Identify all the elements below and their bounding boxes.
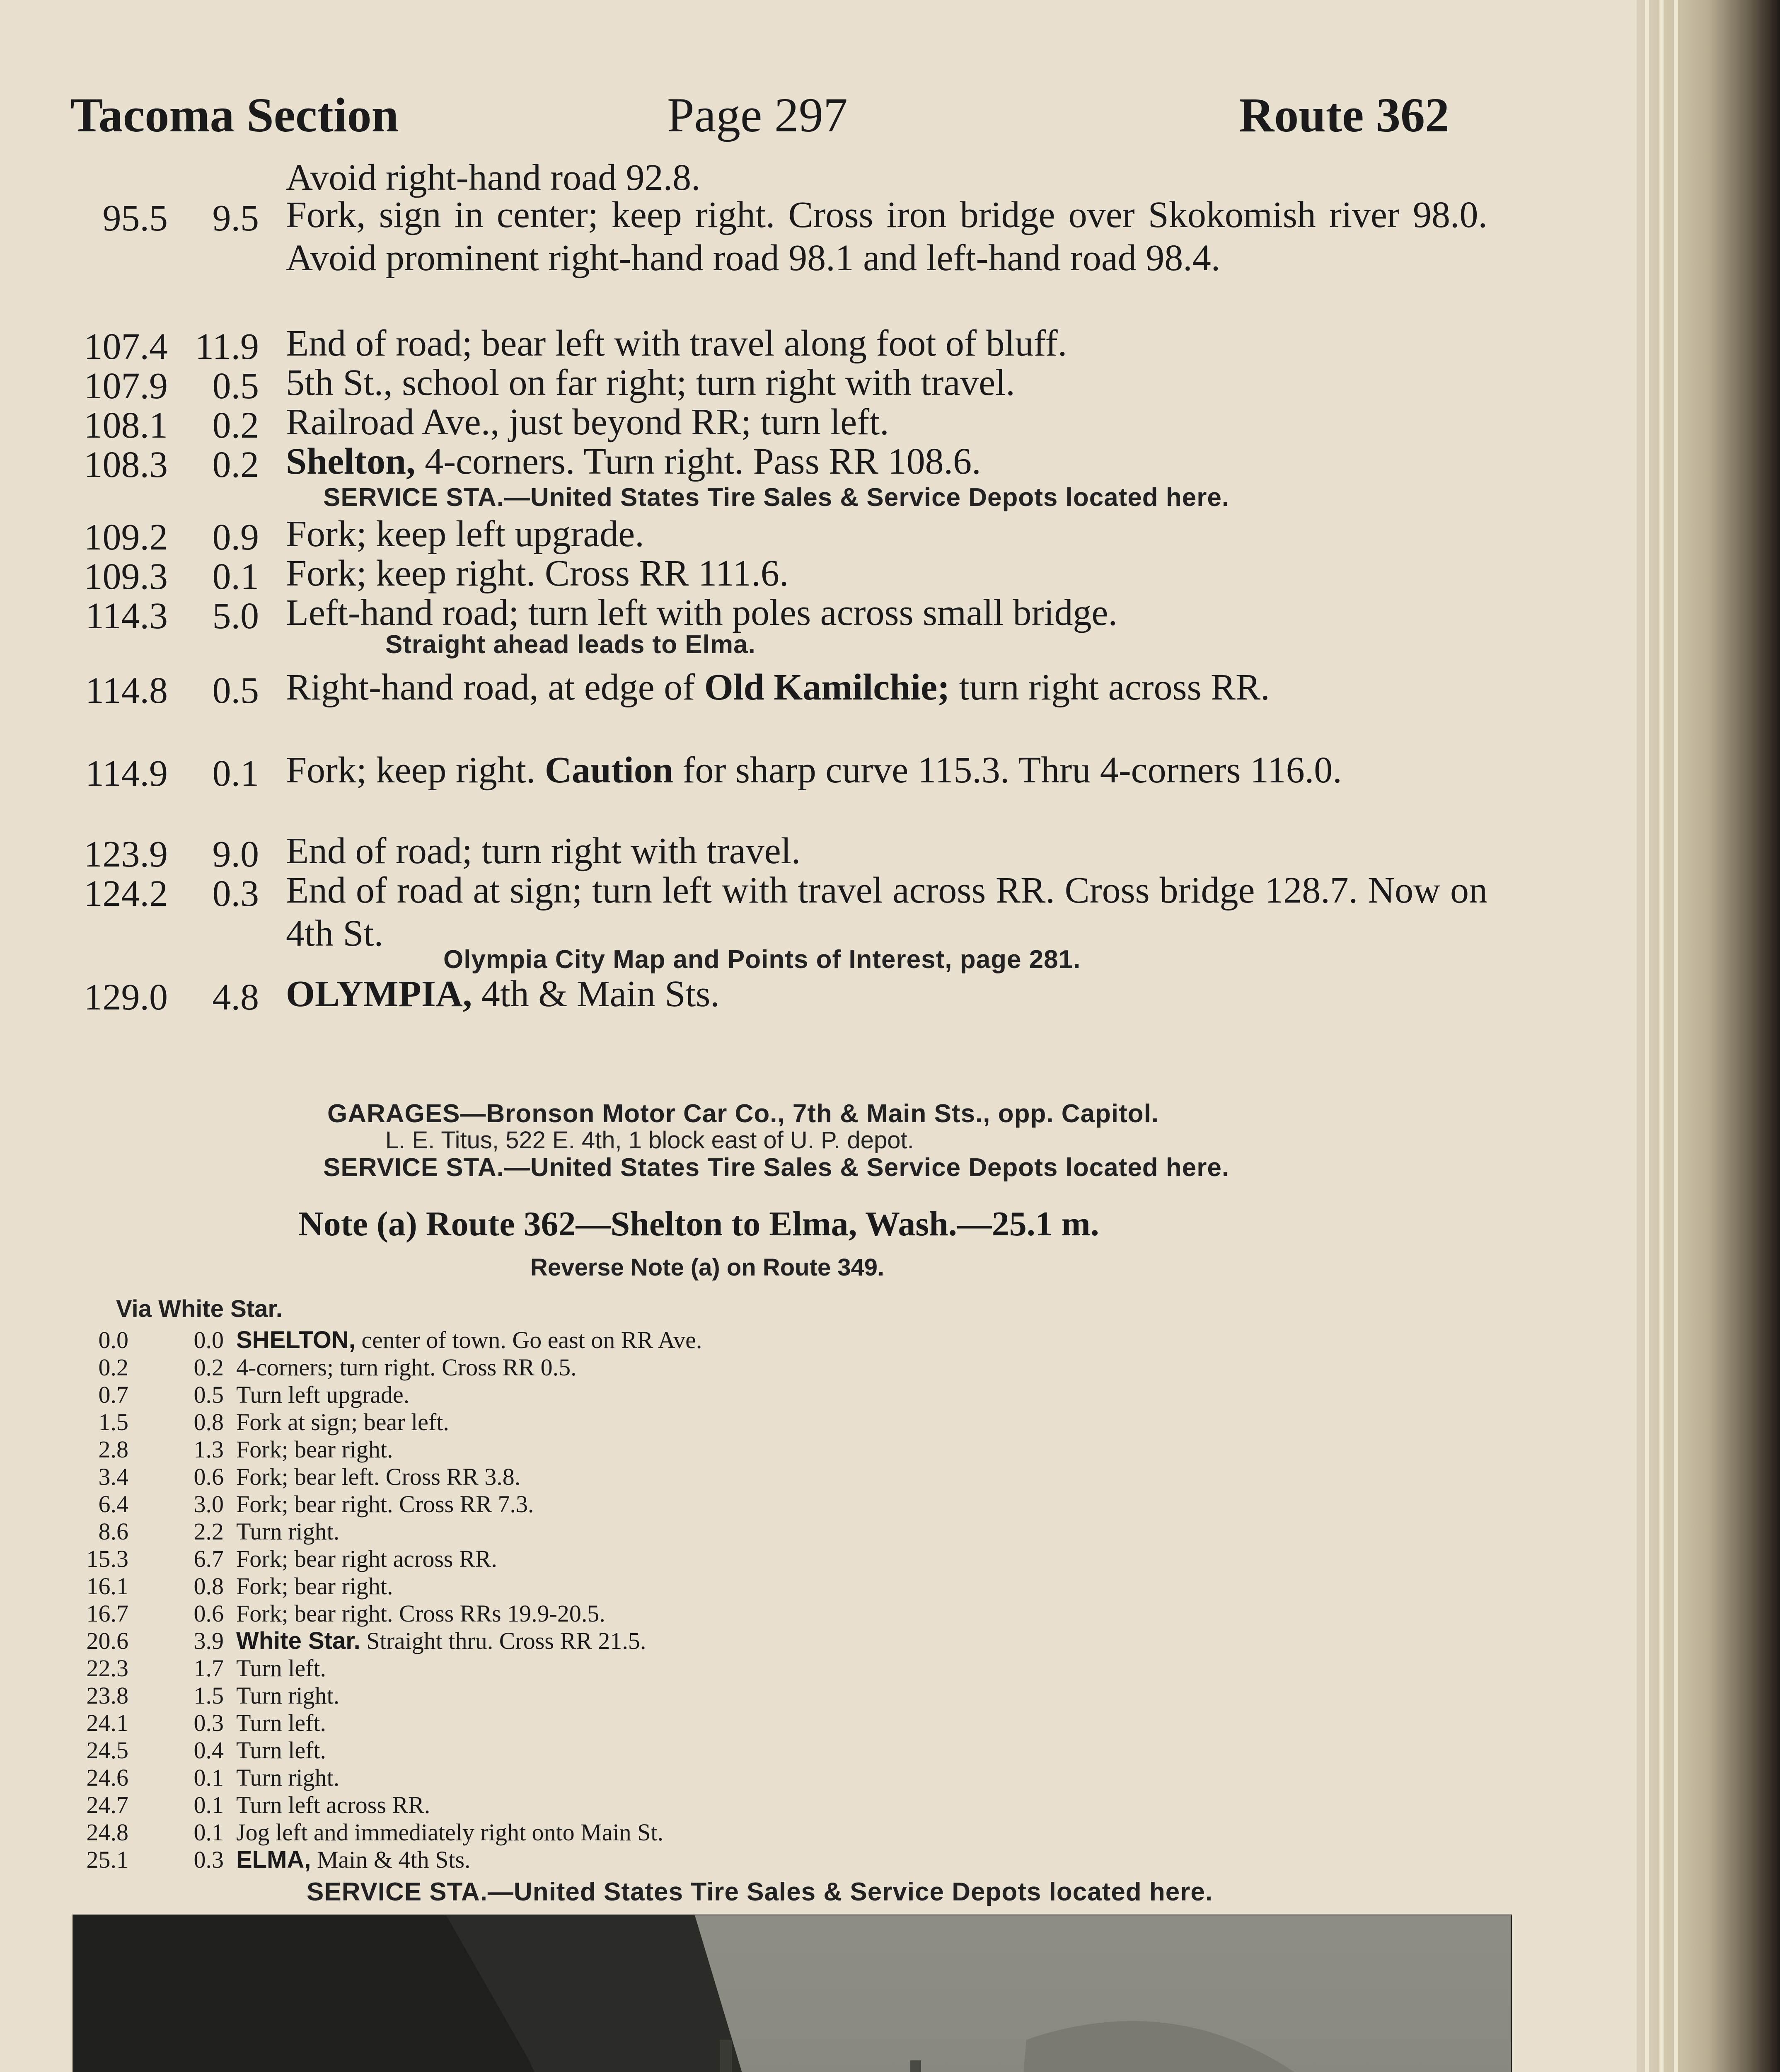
route-instruction <box>286 869 1487 955</box>
interval-mileage: 0.1 <box>193 1819 224 1846</box>
instruction-text: Jog left and immediately right onto Main St. <box>236 1819 663 1846</box>
instruction-text: End of road; turn right with travel. <box>286 830 801 871</box>
note-instruction <box>236 1627 646 1655</box>
garages-line: L. E. Titus, 522 E. 4th, 1 block east of U. P. depot. <box>385 1127 914 1154</box>
note-instruction <box>236 1818 663 1846</box>
total-mileage: 0.2 <box>98 1354 128 1381</box>
instruction-text: Turn left across RR. <box>236 1791 430 1818</box>
route-instruction <box>286 156 1487 199</box>
place-name: SHELTON, <box>236 1326 356 1353</box>
place-name: White Star. <box>236 1627 360 1654</box>
note-instruction <box>236 1435 393 1463</box>
total-mileage: 24.7 <box>86 1791 128 1818</box>
instruction-text: Avoid right-hand road 92.8. <box>286 157 701 198</box>
instruction-text: 4-corners; turn right. Cross RR 0.5. <box>236 1354 577 1381</box>
interval-mileage: 0.3 <box>193 1846 224 1873</box>
total-mileage: 0.0 <box>98 1326 128 1353</box>
note-instruction <box>236 1326 702 1354</box>
interval-mileage: 0.8 <box>193 1573 224 1600</box>
total-mileage: 129.0 <box>84 977 168 1018</box>
service-station-line: SERVICE STA.—United States Tire Sales & Service Depots located here. <box>323 1153 1230 1182</box>
interval-mileage: 0.1 <box>212 556 259 597</box>
route-instruction <box>286 401 1487 444</box>
note-instruction <box>236 1764 339 1791</box>
interval-mileage: 0.2 <box>212 444 259 485</box>
total-mileage: 124.2 <box>84 873 168 914</box>
total-mileage: 24.8 <box>86 1819 128 1846</box>
garages-line: GARAGES—Bronson Motor Car Co., 7th & Main Sts., opp. Capitol. <box>327 1099 1159 1128</box>
total-mileage: 15.3 <box>86 1545 128 1572</box>
instruction-text: Turn right. <box>236 1764 340 1791</box>
instruction-text: 5th St., school on far right; turn right with travel. <box>286 362 1015 403</box>
instruction-text: Fork; keep right. Cross RR 111.6. <box>286 553 789 594</box>
place-name: Old Kamilchie; <box>704 667 950 708</box>
total-mileage: 109.2 <box>84 517 168 558</box>
instruction-text: Railroad Ave., just beyond RR; turn left. <box>286 402 889 443</box>
instruction-text: Turn left. <box>236 1655 326 1682</box>
route-instruction <box>286 322 1487 365</box>
route-note: SERVICE STA.—United States Tire Sales & Service Depots located here. <box>323 483 1230 512</box>
route-note: Straight ahead leads to Elma. <box>385 630 756 659</box>
page-number: Page 297 <box>667 88 848 142</box>
total-mileage: 25.1 <box>86 1846 128 1873</box>
interval-mileage: 5.0 <box>212 595 259 637</box>
total-mileage: 95.5 <box>102 198 168 239</box>
interval-mileage: 0.5 <box>212 366 259 407</box>
route-instruction <box>286 591 1487 634</box>
interval-mileage: 0.3 <box>212 873 259 914</box>
interval-mileage: 0.6 <box>193 1463 224 1490</box>
route-note: Olympia City Map and Points of Interest, page 281. <box>443 945 1081 974</box>
instruction-text: for sharp curve 115.3. Thru 4-corners 116.0. <box>673 750 1342 791</box>
instruction-text: 4th & Main Sts. <box>472 973 720 1014</box>
instruction-text: Turn left. <box>236 1709 326 1736</box>
instruction-text: Right-hand road, at edge of <box>286 667 704 708</box>
total-mileage: 123.9 <box>84 834 168 875</box>
instruction-text: Main & 4th Sts. <box>311 1846 471 1873</box>
interval-mileage: 0.3 <box>193 1709 224 1736</box>
interval-mileage: 0.2 <box>193 1354 224 1381</box>
interval-mileage: 0.6 <box>193 1600 224 1627</box>
place-name: ELMA, <box>236 1846 311 1873</box>
note-instruction <box>236 1654 326 1682</box>
note-instruction <box>236 1791 430 1819</box>
instruction-text: Fork; keep right. <box>286 750 545 791</box>
interval-mileage: 11.9 <box>195 326 259 367</box>
place-name: OLYMPIA, <box>286 973 472 1014</box>
interval-mileage: 0.1 <box>193 1764 224 1791</box>
total-mileage: 114.3 <box>85 595 168 637</box>
book-page-edges <box>1637 0 1780 2072</box>
interval-mileage: 3.0 <box>193 1491 224 1518</box>
total-mileage: 16.7 <box>86 1600 128 1627</box>
interval-mileage: 0.2 <box>212 405 259 446</box>
instruction-text: Fork; bear right. <box>236 1436 393 1463</box>
note-instruction <box>236 1709 326 1737</box>
note-instruction <box>236 1518 339 1545</box>
instruction-text: Turn left upgrade. <box>236 1381 410 1408</box>
total-mileage: 0.7 <box>98 1381 128 1408</box>
total-mileage: 109.3 <box>84 556 168 597</box>
interval-mileage: 0.8 <box>193 1409 224 1435</box>
route-instruction <box>286 830 1487 873</box>
interval-mileage: 0.0 <box>193 1326 224 1353</box>
total-mileage: 107.9 <box>84 366 168 407</box>
instruction-text: Turn right. <box>236 1682 340 1709</box>
interval-mileage: 0.9 <box>212 517 259 558</box>
instruction-text: Fork; bear right. Cross RR 7.3. <box>236 1491 534 1518</box>
interval-mileage: 1.7 <box>193 1655 224 1682</box>
note-instruction <box>236 1463 520 1491</box>
note-instruction <box>236 1545 497 1573</box>
interval-mileage: 0.5 <box>193 1381 224 1408</box>
total-mileage: 8.6 <box>98 1518 128 1545</box>
note-instruction <box>236 1736 326 1764</box>
route-instruction <box>286 552 1487 595</box>
note-title: Note (a) Route 362—Shelton to Elma, Wash.—25.1 m. <box>298 1205 1099 1243</box>
note-instruction <box>236 1846 471 1874</box>
note-instruction <box>236 1600 605 1627</box>
instruction-text: Fork; bear right across RR. <box>236 1545 497 1572</box>
route-instruction <box>286 440 1487 483</box>
route-instruction <box>286 361 1487 404</box>
total-mileage: 20.6 <box>86 1627 128 1654</box>
total-mileage: 108.3 <box>84 444 168 485</box>
instruction-text: End of road; bear left with travel along foot of bluff. <box>286 323 1067 364</box>
interval-mileage: 1.5 <box>193 1682 224 1709</box>
total-mileage: 114.9 <box>85 753 168 794</box>
total-mileage: 6.4 <box>98 1491 128 1518</box>
total-mileage: 24.5 <box>86 1737 128 1764</box>
interval-mileage: 2.2 <box>193 1518 224 1545</box>
route-instruction <box>286 666 1487 709</box>
interval-mileage: 0.1 <box>193 1791 224 1818</box>
total-mileage: 24.1 <box>86 1709 128 1736</box>
interval-mileage: 3.9 <box>193 1627 224 1654</box>
note-instruction <box>236 1381 409 1409</box>
note-instruction <box>236 1408 449 1436</box>
interval-mileage: 9.5 <box>212 198 259 239</box>
place-name: Caution <box>544 750 673 791</box>
total-mileage: 107.4 <box>84 326 168 367</box>
route-number: Route 362 <box>1239 88 1450 142</box>
route-instruction <box>286 973 1487 1016</box>
total-mileage: 108.1 <box>84 405 168 446</box>
interval-mileage: 4.8 <box>212 977 259 1018</box>
total-mileage: 3.4 <box>98 1463 128 1490</box>
total-mileage: 22.3 <box>86 1655 128 1682</box>
instruction-text: center of town. Go east on RR Ave. <box>355 1326 702 1353</box>
page-edge <box>1674 0 1678 2072</box>
interval-mileage: 6.7 <box>193 1545 224 1572</box>
total-mileage: 1.5 <box>98 1409 128 1435</box>
interval-mileage: 0.1 <box>212 753 259 794</box>
instruction-text: Fork at sign; bear left. <box>236 1409 449 1435</box>
total-mileage: 23.8 <box>86 1682 128 1709</box>
place-name: Shelton, <box>286 441 416 482</box>
route-instruction <box>286 749 1487 792</box>
instruction-text: Fork, sign in center; keep right. Cross iron bridge over Skokomish river 98.0. Avoid prominent right-hand road 98.1 and left-hand road 98.4. <box>286 194 1487 278</box>
instruction-text: 4-corners. Turn right. Pass RR 108.6. <box>415 441 981 482</box>
note-instruction <box>236 1572 393 1600</box>
page-edge <box>1645 0 1649 2072</box>
note-instruction <box>236 1682 339 1709</box>
total-mileage: 2.8 <box>98 1436 128 1463</box>
note-instruction <box>236 1490 534 1518</box>
interval-mileage: 0.4 <box>193 1737 224 1764</box>
instruction-text: Turn right. <box>236 1518 340 1545</box>
instruction-text: Fork; bear right. <box>236 1573 393 1600</box>
instruction-text: Fork; bear left. Cross RR 3.8. <box>236 1463 521 1490</box>
instruction-text: End of road at sign; turn left with travel across RR. Cross bridge 128.7. Now on 4th St. <box>286 870 1487 954</box>
total-mileage: 24.6 <box>86 1764 128 1791</box>
instruction-text: Turn left. <box>236 1737 326 1764</box>
forest-road-photo <box>73 1915 1512 2072</box>
interval-mileage: 9.0 <box>212 834 259 875</box>
note-instruction <box>236 1353 577 1381</box>
interval-mileage: 0.5 <box>212 670 259 711</box>
interval-mileage: 1.3 <box>193 1436 224 1463</box>
page-edge <box>1659 0 1664 2072</box>
total-mileage: 114.8 <box>85 670 168 711</box>
total-mileage: 16.1 <box>86 1573 128 1600</box>
service-station-line: SERVICE STA.—United States Tire Sales & Service Depots located here. <box>307 1878 1213 1906</box>
instruction-text: Fork; bear right. Cross RRs 19.9-20.5. <box>236 1600 605 1627</box>
instruction-text: Straight thru. Cross RR 21.5. <box>360 1627 646 1654</box>
note-subtitle: Reverse Note (a) on Route 349. <box>530 1254 885 1281</box>
instruction-text: Fork; keep left upgrade. <box>286 513 644 554</box>
route-instruction <box>286 513 1487 556</box>
note-via: Via White Star. <box>116 1295 283 1322</box>
route-instruction <box>286 194 1487 280</box>
instruction-text: Left-hand road; turn left with poles across small bridge. <box>286 592 1117 633</box>
section-title: Tacoma Section <box>70 88 399 142</box>
instruction-text: turn right across RR. <box>950 667 1270 708</box>
